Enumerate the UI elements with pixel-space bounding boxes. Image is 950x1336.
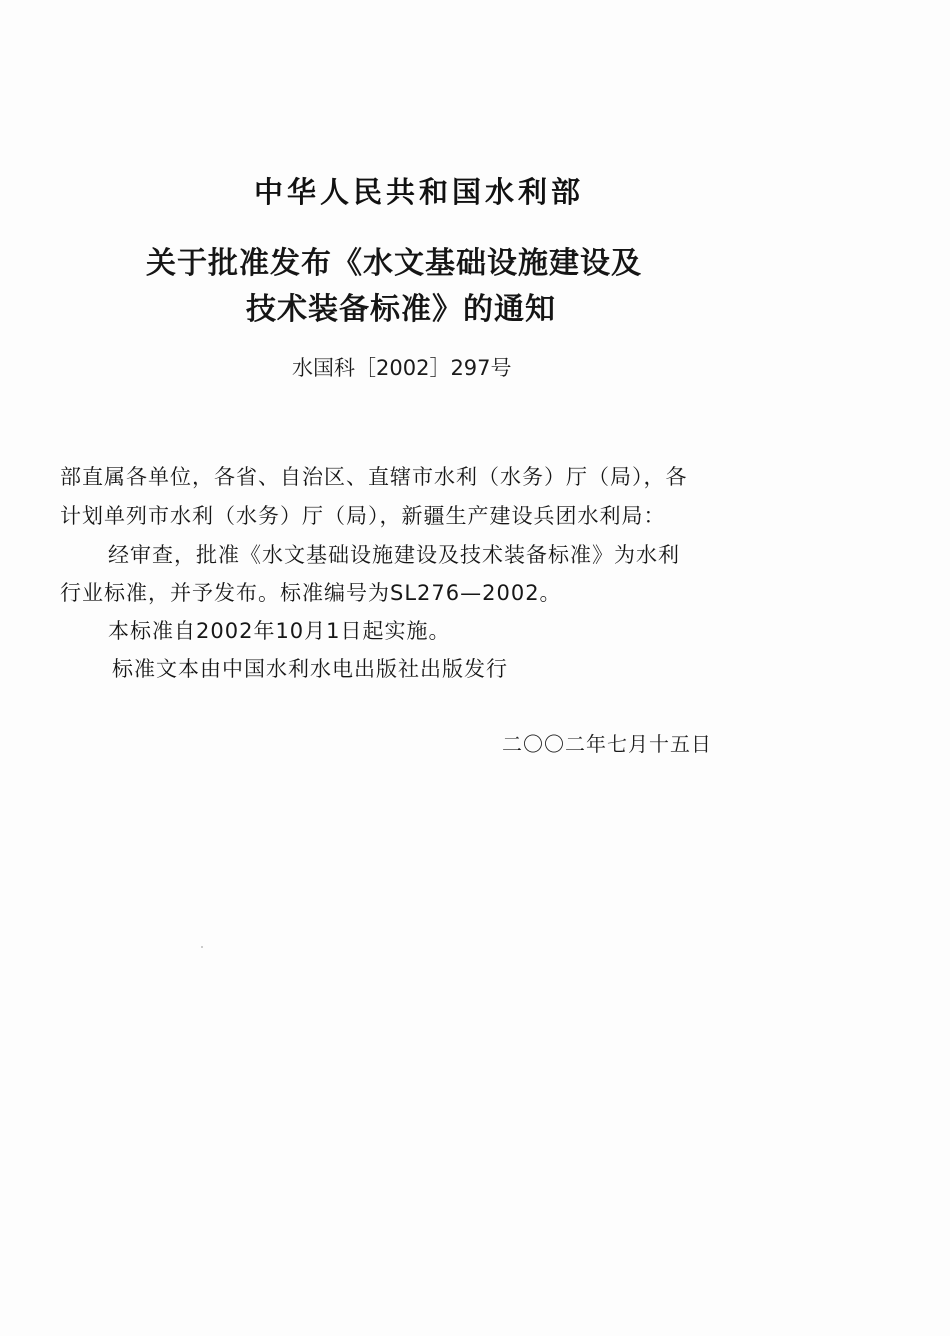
addressee-line-2: 计划单列市水利（水务）厅（局），新疆生产建设兵团水利局： (60, 504, 666, 528)
publisher-paragraph: 标准文本由中国水利水电出版社出版发行 (112, 657, 508, 681)
document-number: 水国科［2002］297号 (292, 356, 512, 380)
scan-speck (201, 946, 203, 948)
notice-title-line-2: 技术装备标准》的通知 (246, 292, 556, 327)
approval-paragraph-line-2: 行业标准，并予发布。标准编号为SL276—2002。 (60, 581, 562, 605)
approval-paragraph-line-1: 经审查，批准《水文基础设施建设及技术装备标准》为水利 (108, 543, 680, 567)
issuing-ministry: 中华人民共和国水利部 (254, 175, 585, 209)
notice-title-line-1: 关于批准发布《水文基础设施建设及 (146, 246, 642, 281)
issue-date: 二〇〇二年七月十五日 (502, 732, 712, 756)
effective-date-paragraph: 本标准自2002年10月1日起实施。 (108, 619, 451, 643)
addressee-line-1: 部直属各单位，各省、自治区、直辖市水利（水务）厅（局），各 (60, 465, 688, 489)
